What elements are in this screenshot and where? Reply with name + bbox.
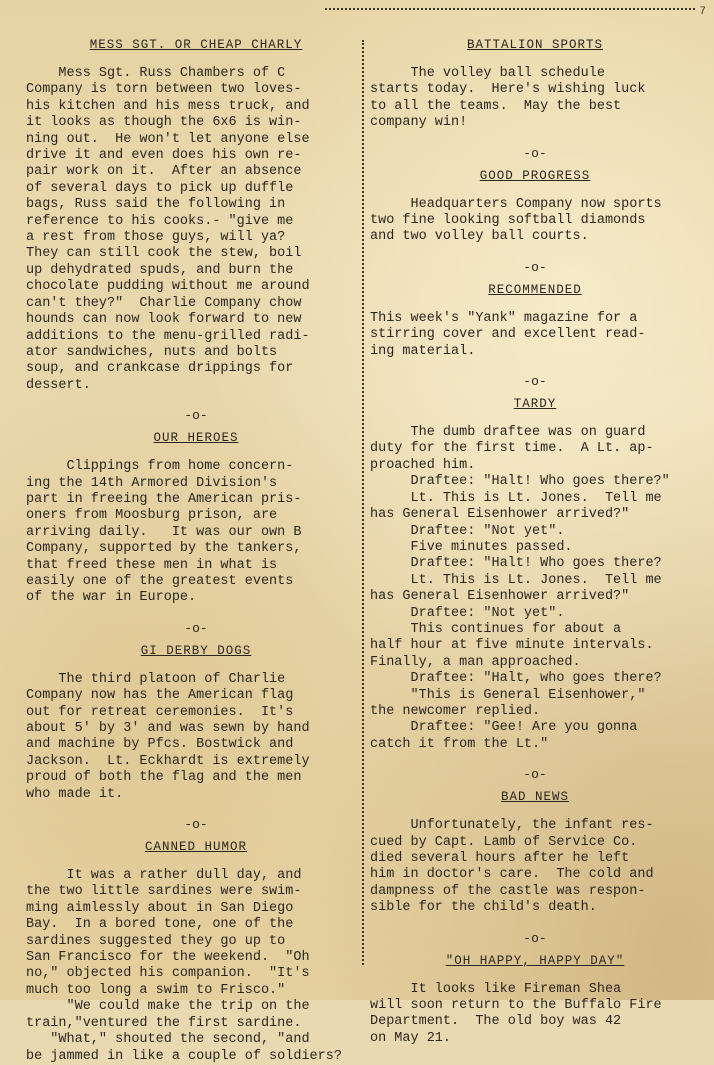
separator: -o- <box>523 145 547 161</box>
separator: -o- <box>523 767 547 783</box>
article-body: Clippings from home concern- ing the 14th Armored Division's part in freeing the American pris- oners from Moosburg prison, are arriving daily. It was our own B Company, supported by the tankers, that freed these men in what is easily one of the greatest events of the war in Europe. <box>26 459 302 606</box>
separator: -o- <box>184 408 208 424</box>
article-heading: CANNED HUMOR <box>144 840 247 855</box>
article-body: Mess Sgt. Russ Chambers of C Company is torn between two loves- his kitchen and his mess truck, and it looks as though the 6x6 is win- ning out. He won't let anyone else drive it and even does his own re- pair work on it. After an absence of several days to pick up duffle bags, Russ said the following in reference to his cooks.- "give me a rest from those guys, will ya? They can still cook the stew, boil up dehydrated spuds, and burn the chocolate pudding without me around can't they?" Charlie Company chow hounds can now look forward to new additions to the menu-grilled radi- ator sandwiches, nuts and bolts soup, and crankcase drippings for dessert. <box>26 66 310 393</box>
separator: -o- <box>523 374 547 390</box>
article-heading: BAD NEWS <box>500 790 569 805</box>
article-body: This week's "Yank" magazine for a stirring cover and excellent read- ing material. <box>370 310 646 359</box>
article-body: It looks like Fireman Shea will soon return to the Buffalo Fire Department. The old boy was 42 on May 21. <box>370 981 662 1046</box>
article-heading: GI DERBY DOGS <box>140 643 252 658</box>
article-body: The dumb draftee was on guard duty for the first time. A Lt. ap- proached him. Draftee: "Halt! Who goes there?" Lt. This is Lt. Jones. Tell me has General Eisenhower arrived?" Draftee: "Not yet". Five minutes passed. Draftee: "Halt! Who goes there? Lt. This is Lt. Jones. Tell me has General Eisenhower arrived?" Draftee: "Not yet". This continues for about a half hour at five minute intervals. Finally, a man approached. Draftee: "Halt, who goes there? "This is General Eisenhower," the newcomer replied. Draftee: "Gee! Are you gonna catch it from the Lt." <box>370 425 670 752</box>
article-body: Headquarters Company now sports two fine looking softball diamonds and two volley ball courts. <box>370 196 662 245</box>
separator: -o- <box>184 817 208 833</box>
top-dotted-rule <box>325 8 695 10</box>
separator: -o- <box>523 259 547 275</box>
article-body: The volley ball schedule starts today. Here's wishing luck to all the teams. May the best company win! <box>370 66 646 131</box>
left-column <box>26 30 366 1065</box>
article-body: Unfortunately, the infant res- cued by Capt. Lamb of Service Co. died several hours after he left him in doctor's care. The cold and dampness of the castle was respon- sible for the child's death. <box>370 818 654 916</box>
article-heading: GOOD PROGRESS <box>479 168 591 183</box>
separator: -o- <box>184 620 208 636</box>
article-body: It was a rather dull day, and the two little sardines were swim- ming aimlessly about in San Diego Bay. In a bored tone, one of the sardines suggested they go up to San Francisco for the weekend. "Oh no," objected his companion. "It's much too long a swim to Frisco." "We could make the trip on the train,"ventured the first sardine. "What," shouted the second, "and be jammed in like a couple of soldiers? <box>26 868 342 1064</box>
article-heading: RECOMMENDED <box>488 282 582 297</box>
article-heading: BATTALION SPORTS <box>466 38 604 52</box>
article-heading: MESS SGT. OR CHEAP CHARLY <box>89 38 303 52</box>
article-body: The third platoon of Charlie Company now has the American flag out for retreat ceremonies. It's about 5' by 3' and was sewn by hand and machine by Pfcs. Bostwick and Jackson. Lt. Eckhardt is extremely proud of both the flag and the men who made it. <box>26 671 310 802</box>
article-heading: "OH HAPPY, HAPPY DAY" <box>445 953 625 968</box>
article-heading: TARDY <box>513 397 557 412</box>
article-heading: OUR HEROES <box>153 431 239 446</box>
right-column <box>370 30 700 1047</box>
page-number: 7 <box>699 6 706 18</box>
separator: -o- <box>523 930 547 946</box>
